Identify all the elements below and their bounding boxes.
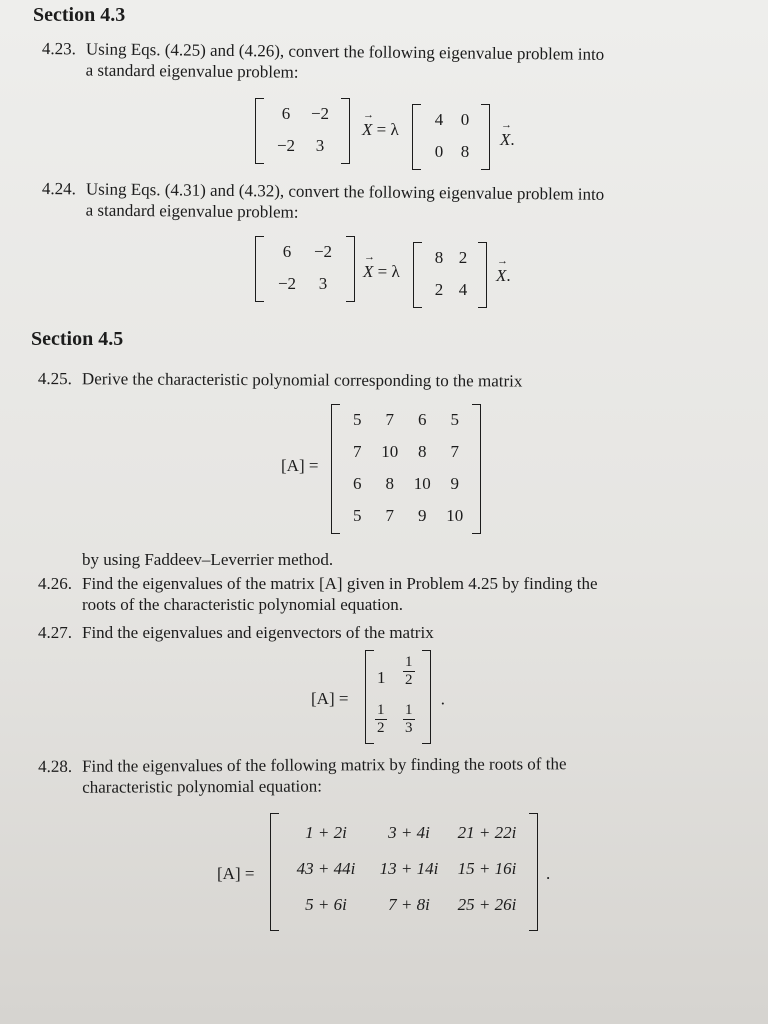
matrix-2x2-fractions bbox=[365, 650, 431, 744]
matrix-entry: 1 + 2i bbox=[305, 823, 347, 842]
matrix-label: [A] = bbox=[311, 689, 349, 708]
numerator: 1 bbox=[405, 702, 413, 718]
matrix-entry: 8 bbox=[418, 442, 427, 461]
denominator: 3 bbox=[405, 720, 413, 736]
matrix-entry: 6 bbox=[418, 410, 427, 429]
matrix-entry: 5 bbox=[353, 410, 362, 429]
matrix-entry: 9 bbox=[418, 506, 427, 525]
problem-text-line1: Find the eigenvalues and eigenvectors of the matrix bbox=[82, 623, 434, 642]
matrix-entry: −2 bbox=[277, 274, 297, 293]
matrix-entry: 21 + 22i bbox=[457, 823, 517, 842]
matrix-entry: 6 bbox=[282, 242, 292, 261]
equals-lambda bbox=[363, 262, 400, 282]
matrix-entry: 7 + 8i bbox=[388, 895, 430, 914]
problem-4-24 bbox=[42, 178, 605, 226]
problem-text-line1: Find the eigenvalues of the following matrix by finding the roots of the bbox=[82, 754, 567, 776]
matrix-entry: 25 + 26i bbox=[457, 895, 517, 914]
matrix-entry: 4 bbox=[434, 110, 444, 129]
matrix-entry: 10 bbox=[381, 442, 399, 461]
denominator: 2 bbox=[377, 720, 385, 736]
matrix-entry: 7 bbox=[385, 506, 394, 525]
matrix-a-4-24 bbox=[255, 236, 355, 302]
matrix-entry: 6 bbox=[353, 474, 362, 493]
matrix-entry: 10 bbox=[413, 474, 431, 493]
problem-4-28 bbox=[38, 753, 567, 798]
matrix-entry: 3 bbox=[315, 136, 325, 155]
trailing-vector bbox=[500, 130, 515, 150]
matrix-entry: 0 bbox=[434, 142, 444, 161]
problem-text-line2: roots of the characteristic polynomial equation. bbox=[82, 595, 404, 614]
matrix-label: [A] = bbox=[281, 456, 319, 475]
problem-text-line2: a standard eigenvalue problem: bbox=[85, 200, 299, 222]
vector-x: → X bbox=[363, 262, 373, 281]
matrix-3x3-complex bbox=[270, 813, 538, 931]
vector-x: → X bbox=[500, 130, 510, 149]
matrix-entry: 43 + 44i bbox=[296, 859, 356, 878]
problem-number: 4.26. bbox=[38, 574, 72, 593]
equals-lambda bbox=[362, 120, 399, 140]
fraction-entry bbox=[403, 654, 415, 689]
matrix-entry: 5 bbox=[450, 410, 459, 429]
matrix-entry: −2 bbox=[276, 136, 296, 155]
vector-x: → X bbox=[496, 266, 506, 285]
matrix-entry: 8 bbox=[385, 474, 394, 493]
matrix-entry: 7 bbox=[353, 442, 362, 461]
vector-x: → X bbox=[362, 120, 372, 139]
problem-text-line2: a standard eigenvalue problem: bbox=[85, 60, 299, 82]
matrix-entry: −2 bbox=[310, 104, 330, 123]
problem-number: 4.28. bbox=[38, 756, 73, 776]
fraction-entry bbox=[375, 702, 387, 737]
matrix-entry: 10 bbox=[446, 506, 464, 525]
matrix-label: [A] = bbox=[217, 864, 255, 883]
matrix-a-4-23 bbox=[255, 98, 350, 164]
section-heading-4-3: Section 4.3 bbox=[33, 4, 126, 26]
matrix-entry: 1 bbox=[377, 668, 386, 687]
matrix-entry: 5 + 6i bbox=[305, 895, 347, 914]
period: . bbox=[510, 130, 515, 149]
matrix-entry: 9 bbox=[450, 474, 459, 493]
matrix-entry: 0 bbox=[460, 110, 470, 129]
problem-text-line1: Derive the characteristic polynomial corresponding to the matrix bbox=[81, 369, 523, 391]
numerator: 1 bbox=[377, 702, 385, 718]
problem-text-line1: Using Eqs. (4.25) and (4.26), convert the following eigenvalue problem into bbox=[85, 39, 605, 64]
trailing-dot: . bbox=[546, 864, 551, 883]
period: . bbox=[506, 266, 511, 285]
problem-4-25 bbox=[38, 368, 523, 392]
problem-number: 4.25. bbox=[37, 369, 72, 389]
matrix-entry: 8 bbox=[460, 142, 470, 161]
matrix-entry: 8 bbox=[434, 248, 444, 267]
problem-text-line1: Using Eqs. (4.31) and (4.32), convert the following eigenvalue problem into bbox=[85, 179, 605, 204]
problem-number: 4.23. bbox=[41, 38, 76, 59]
matrix-4x4 bbox=[331, 404, 481, 534]
matrix-entry: 5 bbox=[353, 506, 362, 525]
section-heading-4-5: Section 4.5 bbox=[31, 328, 124, 350]
matrix-b-4-24 bbox=[413, 242, 487, 308]
matrix-entry: 3 bbox=[318, 274, 328, 293]
problem-text-line1: Find the eigenvalues of the matrix [A] given in Problem 4.25 by finding the bbox=[82, 574, 598, 593]
problem-number: 4.27. bbox=[38, 623, 72, 642]
matrix-entry: 2 bbox=[434, 280, 444, 299]
problem-4-26 bbox=[38, 573, 598, 615]
matrix-entry: 2 bbox=[458, 248, 468, 267]
fraction-entry bbox=[403, 702, 415, 737]
problem-4-25-after: by using Faddeev–Leverrier method. bbox=[82, 550, 334, 569]
matrix-entry: 7 bbox=[385, 410, 394, 429]
problem-4-27 bbox=[38, 622, 434, 643]
matrix-entry: 4 bbox=[458, 280, 468, 299]
matrix-entry: 3 + 4i bbox=[388, 823, 430, 842]
matrix-entry: 6 bbox=[281, 104, 291, 123]
equals-lambda-text: = λ bbox=[377, 262, 400, 281]
matrix-b-4-23 bbox=[412, 104, 490, 170]
problem-text-line2: characteristic polynomial equation: bbox=[82, 776, 323, 797]
trailing-vector bbox=[496, 266, 511, 286]
matrix-entry: 15 + 16i bbox=[457, 859, 517, 878]
problem-number: 4.24. bbox=[41, 178, 76, 199]
matrix-entry: −2 bbox=[313, 242, 333, 261]
trailing-dot: · bbox=[440, 694, 446, 713]
numerator: 1 bbox=[405, 654, 413, 670]
matrix-entry: 13 + 14i bbox=[379, 859, 439, 878]
problem-4-23 bbox=[42, 38, 605, 86]
equals-lambda-text: = λ bbox=[376, 120, 399, 139]
matrix-entry: 7 bbox=[450, 442, 459, 461]
denominator: 2 bbox=[405, 672, 413, 688]
